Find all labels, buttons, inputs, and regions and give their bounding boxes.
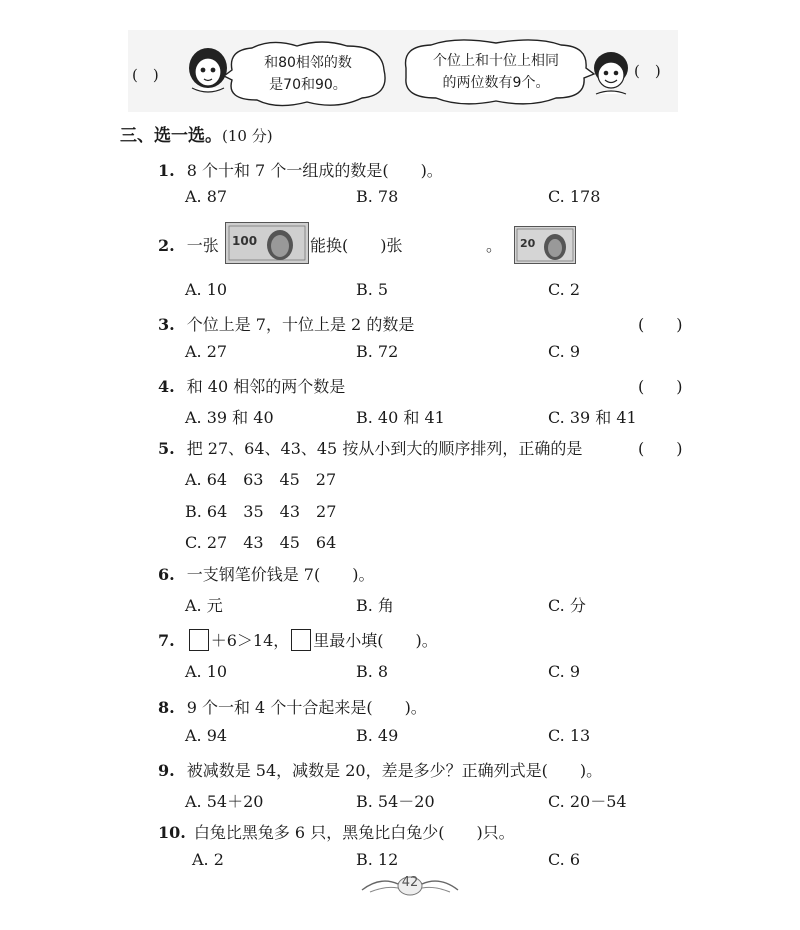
q10-option-a[interactable]: A. 2	[192, 850, 224, 869]
q3-answer-paren[interactable]: ( )	[638, 315, 683, 334]
q1-option-b[interactable]: B. 78	[356, 187, 399, 206]
banknote-100-image	[225, 222, 309, 264]
boy-illustration	[588, 48, 634, 96]
question-number: 9.	[158, 761, 175, 780]
q10-option-c[interactable]: C. 6	[548, 850, 581, 869]
section-title: 三、选一选。	[120, 126, 222, 146]
question-10	[158, 820, 515, 843]
q6-option-b[interactable]: B. 角	[356, 596, 394, 615]
question-2-end: 。	[486, 236, 503, 255]
left-bubble-text	[238, 52, 378, 96]
q9-option-c[interactable]: C. 20－54	[548, 792, 627, 811]
question-text: 把 27、64、43、45 按从小到大的顺序排列，正确的是	[186, 439, 583, 458]
question-5	[158, 436, 582, 459]
q5-option-a[interactable]: A. 64 63 45 27	[185, 470, 337, 489]
q9-option-b[interactable]: B. 54－20	[356, 792, 435, 811]
question-number: 5.	[158, 439, 175, 458]
question-number: 3.	[158, 315, 175, 334]
question-number: 2.	[158, 236, 175, 255]
question-number: 8.	[158, 698, 175, 717]
question-6	[158, 562, 374, 585]
question-4	[158, 374, 345, 397]
q4-option-b[interactable]: B. 40 和 41	[356, 408, 445, 427]
q3-option-b[interactable]: B. 72	[356, 342, 399, 361]
q5-option-c[interactable]: C. 27 43 45 64	[185, 533, 337, 552]
question-number: 6.	[158, 565, 175, 584]
question-text: 个位上是 7，十位上是 2 的数是	[186, 315, 415, 334]
question-text-before: 一张	[186, 236, 219, 255]
q10-option-b[interactable]: B. 12	[356, 850, 399, 869]
q2-option-a[interactable]: A. 10	[185, 280, 228, 299]
q7-option-a[interactable]: A. 10	[185, 662, 228, 681]
question-2	[158, 233, 219, 256]
question-number: 10.	[158, 823, 186, 842]
q1-option-c[interactable]: C. 178	[548, 187, 601, 206]
question-9	[158, 758, 602, 781]
right-bubble-text	[410, 50, 582, 94]
q2-option-b[interactable]: B. 5	[356, 280, 389, 299]
section-heading	[120, 121, 273, 146]
q9-option-a[interactable]: A. 54＋20	[185, 792, 264, 811]
banknote-20-image	[514, 226, 576, 264]
right-answer-paren[interactable]: ( )	[634, 62, 661, 80]
question-text: 被减数是 54，减数是 20，差是多少？正确列式是( )。	[186, 761, 603, 780]
question-text: 一支钢笔价钱是 7( )。	[186, 565, 375, 584]
left-bubble-line-1: 和80相邻的数	[264, 55, 352, 71]
q5-answer-paren[interactable]: ( )	[638, 439, 683, 458]
q7-option-c[interactable]: C. 9	[548, 662, 581, 681]
left-bubble-line-2: 是70和90。	[269, 77, 347, 93]
right-bubble-line-1: 个位上和十位上相同	[433, 53, 559, 69]
bill-20-value: 20	[520, 237, 536, 250]
q4-option-a[interactable]: A. 39 和 40	[185, 408, 274, 427]
question-text: 白兔比黑兔多 6 只，黑兔比白兔少( )只。	[193, 823, 515, 842]
q8-option-c[interactable]: C. 13	[548, 726, 591, 745]
section-points: (10 分)	[222, 127, 273, 145]
left-answer-paren[interactable]: ( )	[132, 66, 159, 84]
q8-option-a[interactable]: A. 94	[185, 726, 228, 745]
q3-option-a[interactable]: A. 27	[185, 342, 228, 361]
question-text: 和 40 相邻的两个数是	[186, 377, 346, 396]
q5-option-b[interactable]: B. 64 35 43 27	[185, 502, 337, 521]
q2-option-c[interactable]: C. 2	[548, 280, 581, 299]
question-8	[158, 695, 427, 718]
q7-option-b[interactable]: B. 8	[356, 662, 389, 681]
q4-answer-paren[interactable]: ( )	[638, 377, 683, 396]
q8-option-b[interactable]: B. 49	[356, 726, 399, 745]
question-number: 7.	[158, 631, 175, 650]
question-number: 4.	[158, 377, 175, 396]
question-1	[158, 158, 443, 181]
question-number: 1.	[158, 161, 175, 180]
page-number: 42	[401, 875, 419, 890]
question-text: 9 个一和 4 个十合起来是( )。	[186, 698, 427, 717]
bill-100-value: 100	[232, 234, 258, 248]
question-text-mid: ＋6＞14，	[210, 631, 290, 650]
blank-box[interactable]	[189, 629, 209, 651]
q1-option-a[interactable]: A. 87	[185, 187, 228, 206]
question-3	[158, 312, 414, 335]
q3-option-c[interactable]: C. 9	[548, 342, 581, 361]
question-text: 8 个十和 7 个一组成的数是( )。	[186, 161, 443, 180]
q6-option-c[interactable]: C. 分	[548, 596, 586, 615]
q6-option-a[interactable]: A. 元	[185, 596, 223, 615]
blank-box[interactable]	[291, 629, 311, 651]
question-text-end: 里最小填( )。	[313, 631, 438, 650]
q4-option-c[interactable]: C. 39 和 41	[548, 408, 637, 427]
question-7	[158, 628, 438, 651]
question-2-mid: 能换( )张	[310, 236, 403, 255]
right-bubble-line-2: 的两位数有9个。	[442, 75, 550, 91]
